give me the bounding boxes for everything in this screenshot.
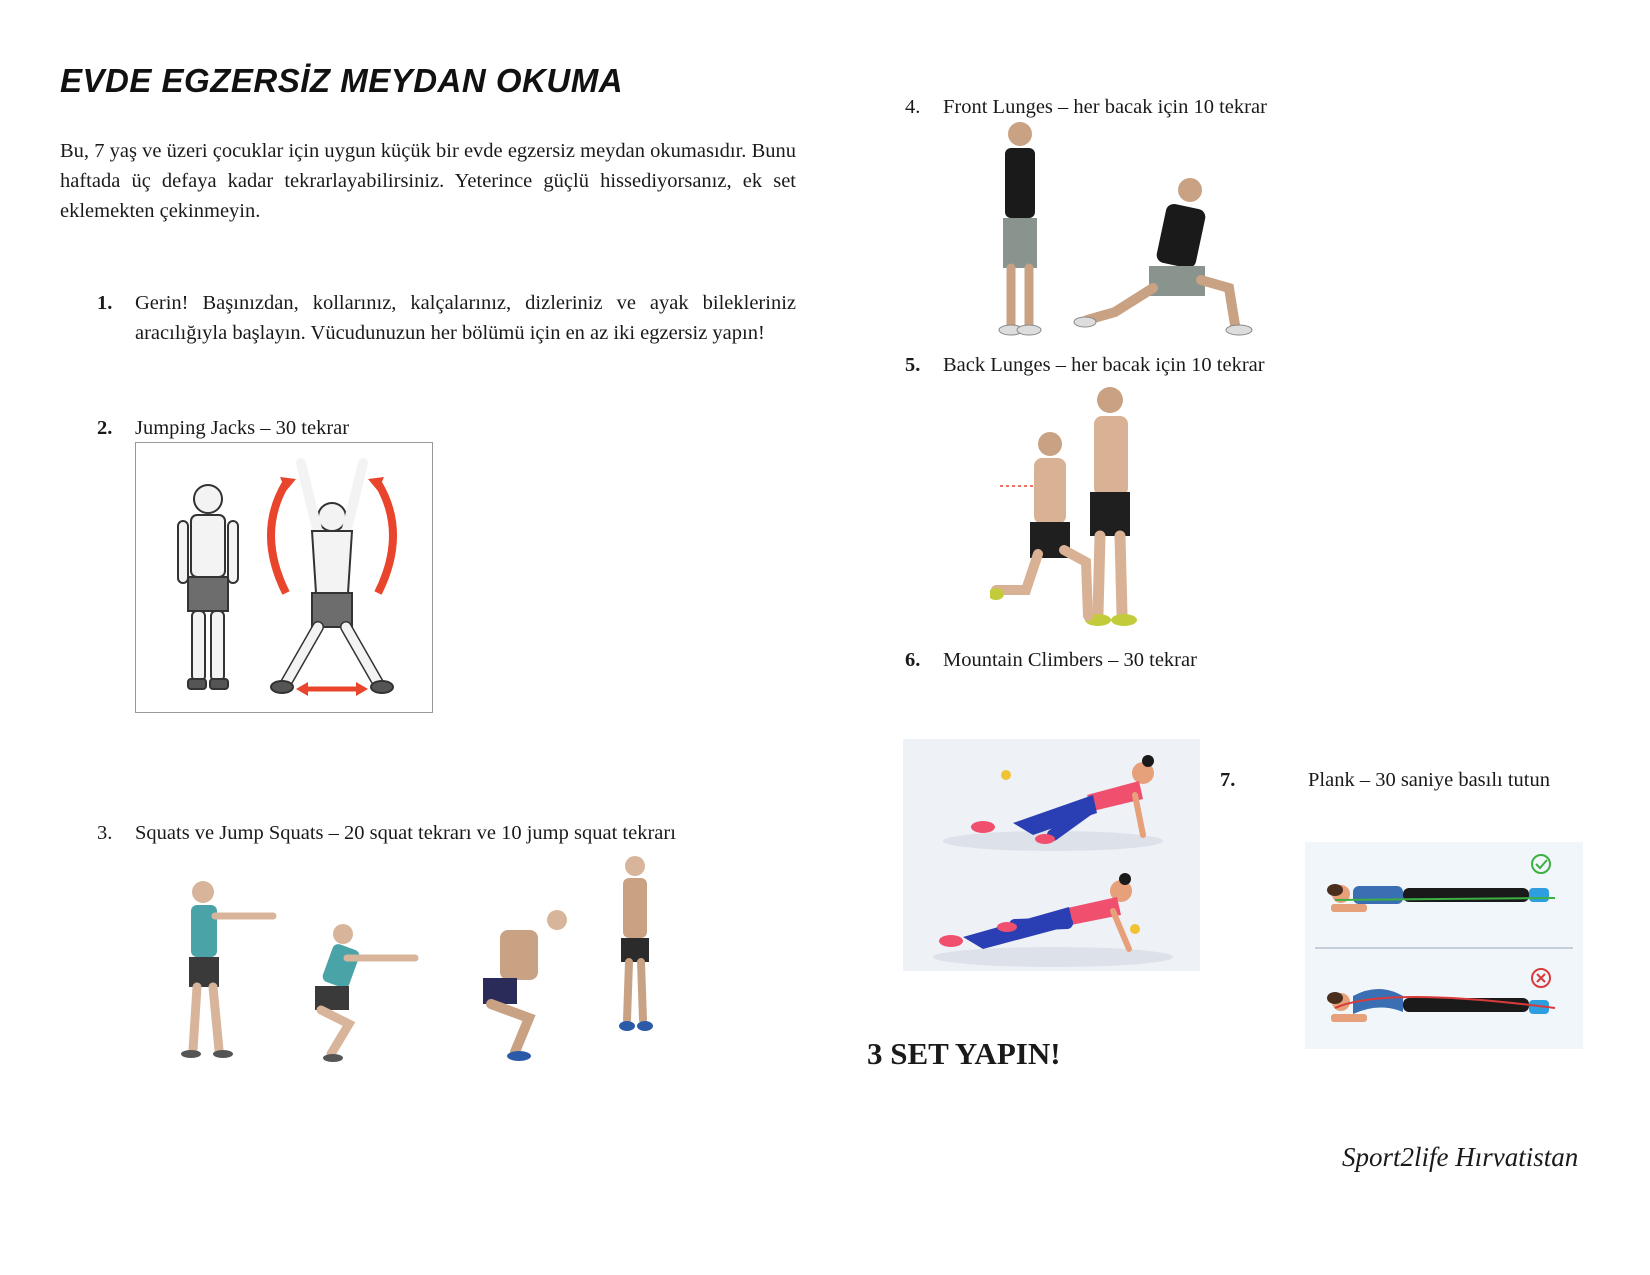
- signature: Sport2life Hırvatistan: [1342, 1142, 1579, 1172]
- item-text: Front Lunges – her bacak için 10 tekrar: [943, 96, 1267, 118]
- item-number: 6.: [905, 649, 921, 671]
- list-item-2: [97, 413, 796, 443]
- list-item-1: [97, 288, 796, 348]
- item-text: Squats ve Jump Squats – 20 squat tekrarı ve 10 jump squat tekrarı: [135, 822, 676, 844]
- list-item-3: [97, 818, 817, 848]
- item-text: Mountain Climbers – 30 tekrar: [943, 649, 1197, 671]
- back-lunges-image: [990, 384, 1170, 634]
- item-number: 2.: [97, 417, 113, 439]
- list-item-6: [905, 645, 1425, 675]
- page-title: EVDE EGZERSİZ MEYDAN OKUMA: [60, 62, 624, 99]
- list-item-7: [1220, 765, 1600, 795]
- item-number: 5.: [905, 354, 921, 376]
- item-text: Jumping Jacks – 30 tekrar: [135, 417, 350, 439]
- closing-callout: 3 SET YAPIN!: [867, 1036, 1061, 1071]
- squats-image: [135, 850, 665, 1080]
- item-number: 1.: [97, 292, 113, 314]
- list-item-4: [905, 92, 1425, 122]
- item-number: 7.: [1220, 769, 1236, 791]
- plank-image: [1305, 842, 1583, 1049]
- list-item-5: [905, 350, 1425, 380]
- mountain-climbers-image: [903, 739, 1200, 971]
- intro-paragraph: Bu, 7 yaş ve üzeri çocuklar için uygun küçük bir evde egzersiz meydan okumasıdır. Bunu haftada üç defaya kadar tekrarlayabilirsiniz. Yeterince güçlü hissediyorsanız, ek set eklemekten çekinmeyin.: [60, 140, 796, 222]
- item-number: 4.: [905, 96, 921, 118]
- item-number: 3.: [97, 822, 113, 844]
- jumping-jacks-image: [135, 442, 433, 713]
- item-text: Gerin! Başınızdan, kollarınız, kalçalarınız, dizleriniz ve ayak bilekleriniz aracılığıyla başlayın. Vücudunuzun her bölümü için en az iki egzersiz yapın!: [135, 292, 796, 344]
- front-lunges-image: [965, 120, 1285, 342]
- item-text: Back Lunges – her bacak için 10 tekrar: [943, 354, 1265, 376]
- item-text: Plank – 30 saniye basılı tutun: [1308, 769, 1550, 791]
